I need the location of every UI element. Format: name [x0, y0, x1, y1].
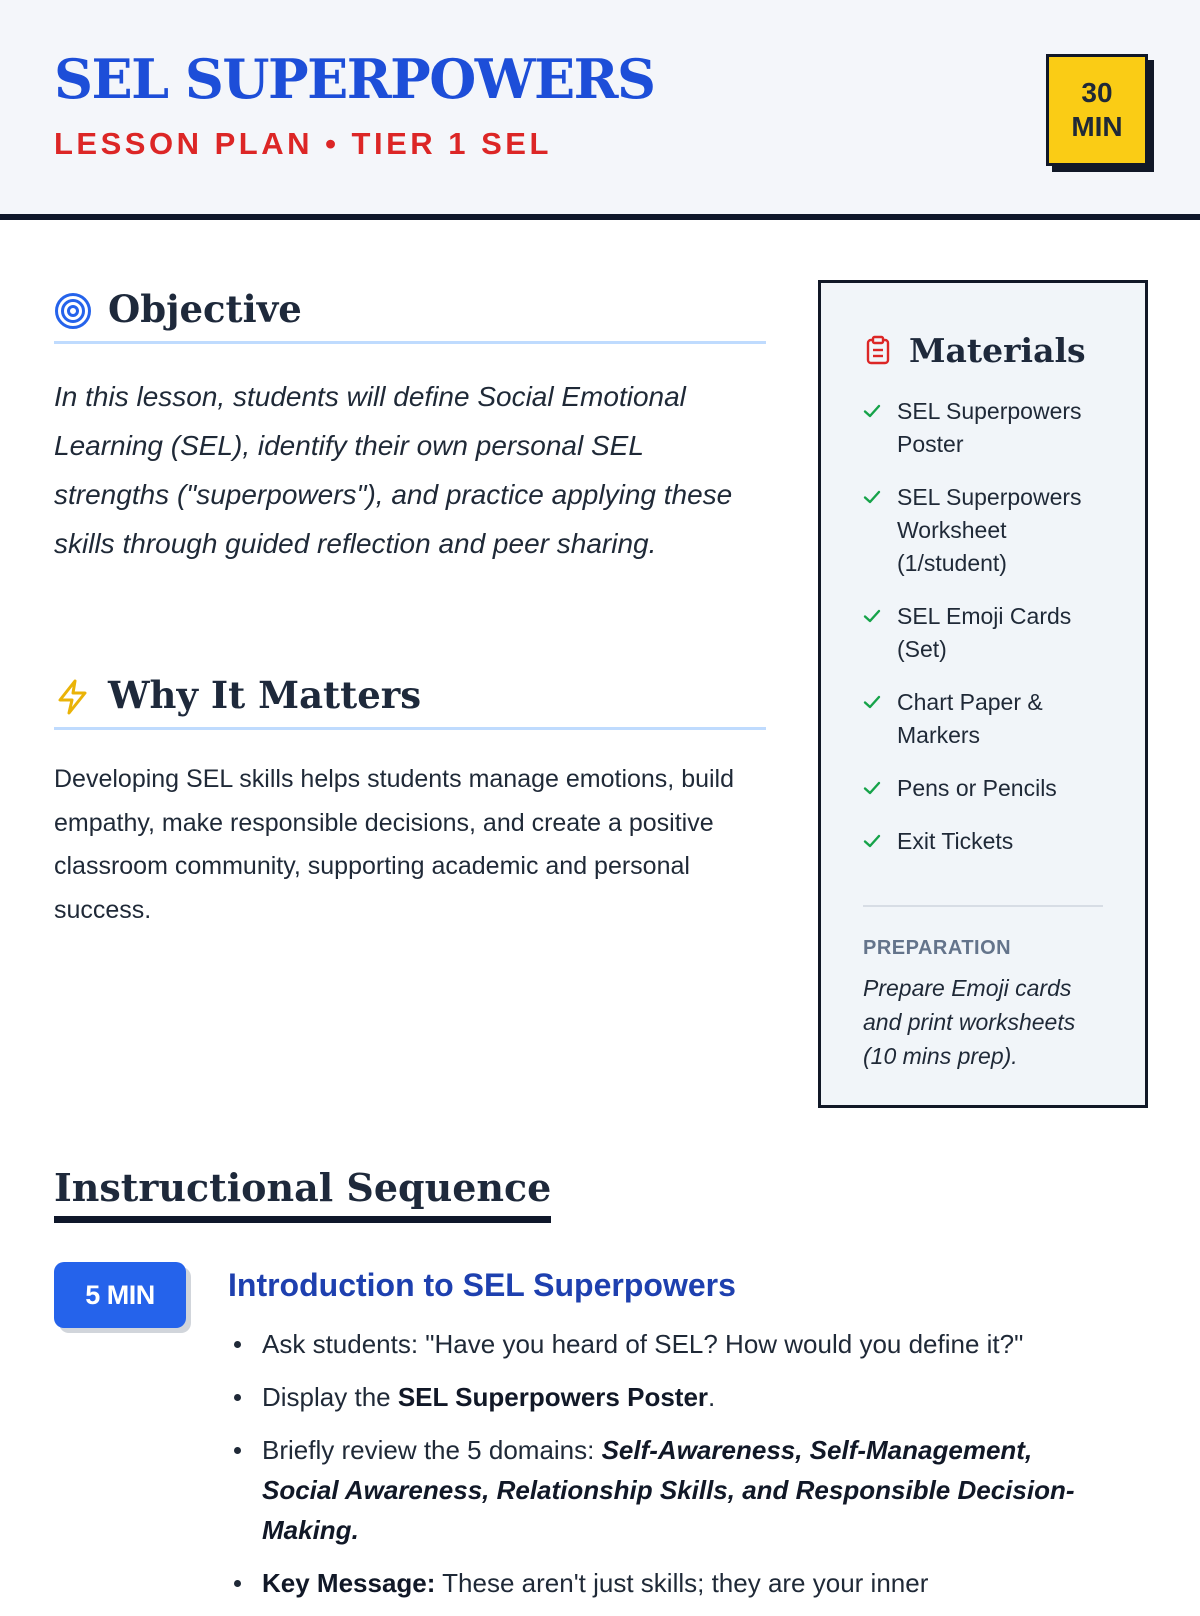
- materials-item-label: SEL Superpowers Poster: [897, 398, 1082, 457]
- step-bullet: [228, 1377, 1108, 1417]
- materials-item: [863, 600, 1103, 666]
- step-bullet-list: [228, 1324, 1108, 1616]
- preparation-label: PREPARATION: [863, 937, 1012, 959]
- bullet-text: .: [708, 1382, 716, 1412]
- bullet-text: These aren't just skills; they are your inner: [435, 1568, 929, 1598]
- materials-item: [863, 772, 1103, 805]
- objective-text: In this lesson, students will define Social Emotional Learning (SEL), identify their own personal SEL strengths ("superpowers"), and practice applying these skills through guided reflection and peer sharing.: [54, 381, 733, 559]
- materials-item-label: Pens or Pencils: [897, 775, 1057, 801]
- materials-item: [863, 481, 1103, 580]
- step-bullet: [228, 1324, 1108, 1364]
- materials-item-label: SEL Superpowers Worksheet (1/student): [897, 484, 1082, 576]
- target-icon: [54, 292, 92, 330]
- bullet-bold-text: Key Message:: [262, 1568, 436, 1598]
- lesson-header: [0, 0, 1200, 220]
- sequence-title: Instructional Sequence: [54, 1162, 551, 1223]
- duration-badge: [1046, 54, 1148, 166]
- objective-heading: [54, 280, 766, 344]
- step-duration-badge: 5 MIN: [54, 1262, 186, 1328]
- check-icon: [863, 693, 881, 711]
- materials-item-label: Exit Tickets: [897, 828, 1014, 854]
- materials-item-label: Chart Paper & Markers: [897, 689, 1043, 748]
- step-bullet: [228, 1563, 1108, 1603]
- check-icon: [863, 402, 881, 420]
- materials-item-label: SEL Emoji Cards (Set): [897, 603, 1072, 662]
- materials-item: [863, 686, 1103, 752]
- page-title: SEL SUPERPOWERS: [54, 47, 655, 111]
- materials-item: [863, 395, 1103, 461]
- bullet-text: Display the: [262, 1382, 398, 1412]
- materials-panel: [818, 280, 1148, 1108]
- objective-title: Objective: [108, 287, 302, 331]
- page-subtitle: LESSON PLAN • TIER 1 SEL: [54, 126, 552, 161]
- preparation-text: Prepare Emoji cards and print worksheets (10 mins prep).: [863, 975, 1076, 1069]
- bullet-domains-text: Self-Awareness, Self-Management, Social Awareness, Relationship Skills, and Responsible Decision-Making.: [262, 1435, 1075, 1545]
- bullet-text: Ask students: "Have you heard of SEL? How would you define it?": [262, 1329, 1024, 1359]
- check-icon: [863, 779, 881, 797]
- why-title: Why It Matters: [108, 673, 422, 717]
- why-text: Developing SEL skills helps students manage emotions, build empathy, make responsible decisions, and create a positive classroom community, supporting academic and personal success.: [54, 765, 735, 924]
- materials-item: [863, 825, 1103, 858]
- bullet-bold-text: SEL Superpowers Poster: [397, 1382, 709, 1412]
- step-title: Introduction to SEL Superpowers: [228, 1267, 736, 1303]
- check-icon: [863, 607, 881, 625]
- duration-unit: MIN: [1071, 111, 1123, 142]
- why-heading: [54, 666, 766, 730]
- step-bullet: [228, 1430, 1108, 1550]
- materials-title: Materials: [909, 331, 1086, 370]
- lightning-bolt-icon: [54, 678, 92, 716]
- materials-list: [863, 395, 1103, 878]
- clipboard-icon: [863, 335, 893, 365]
- check-icon: [863, 832, 881, 850]
- materials-divider: [863, 905, 1103, 907]
- bullet-text: Briefly review the 5 domains:: [262, 1435, 602, 1465]
- duration-value: 30: [1081, 77, 1113, 109]
- check-icon: [863, 488, 881, 506]
